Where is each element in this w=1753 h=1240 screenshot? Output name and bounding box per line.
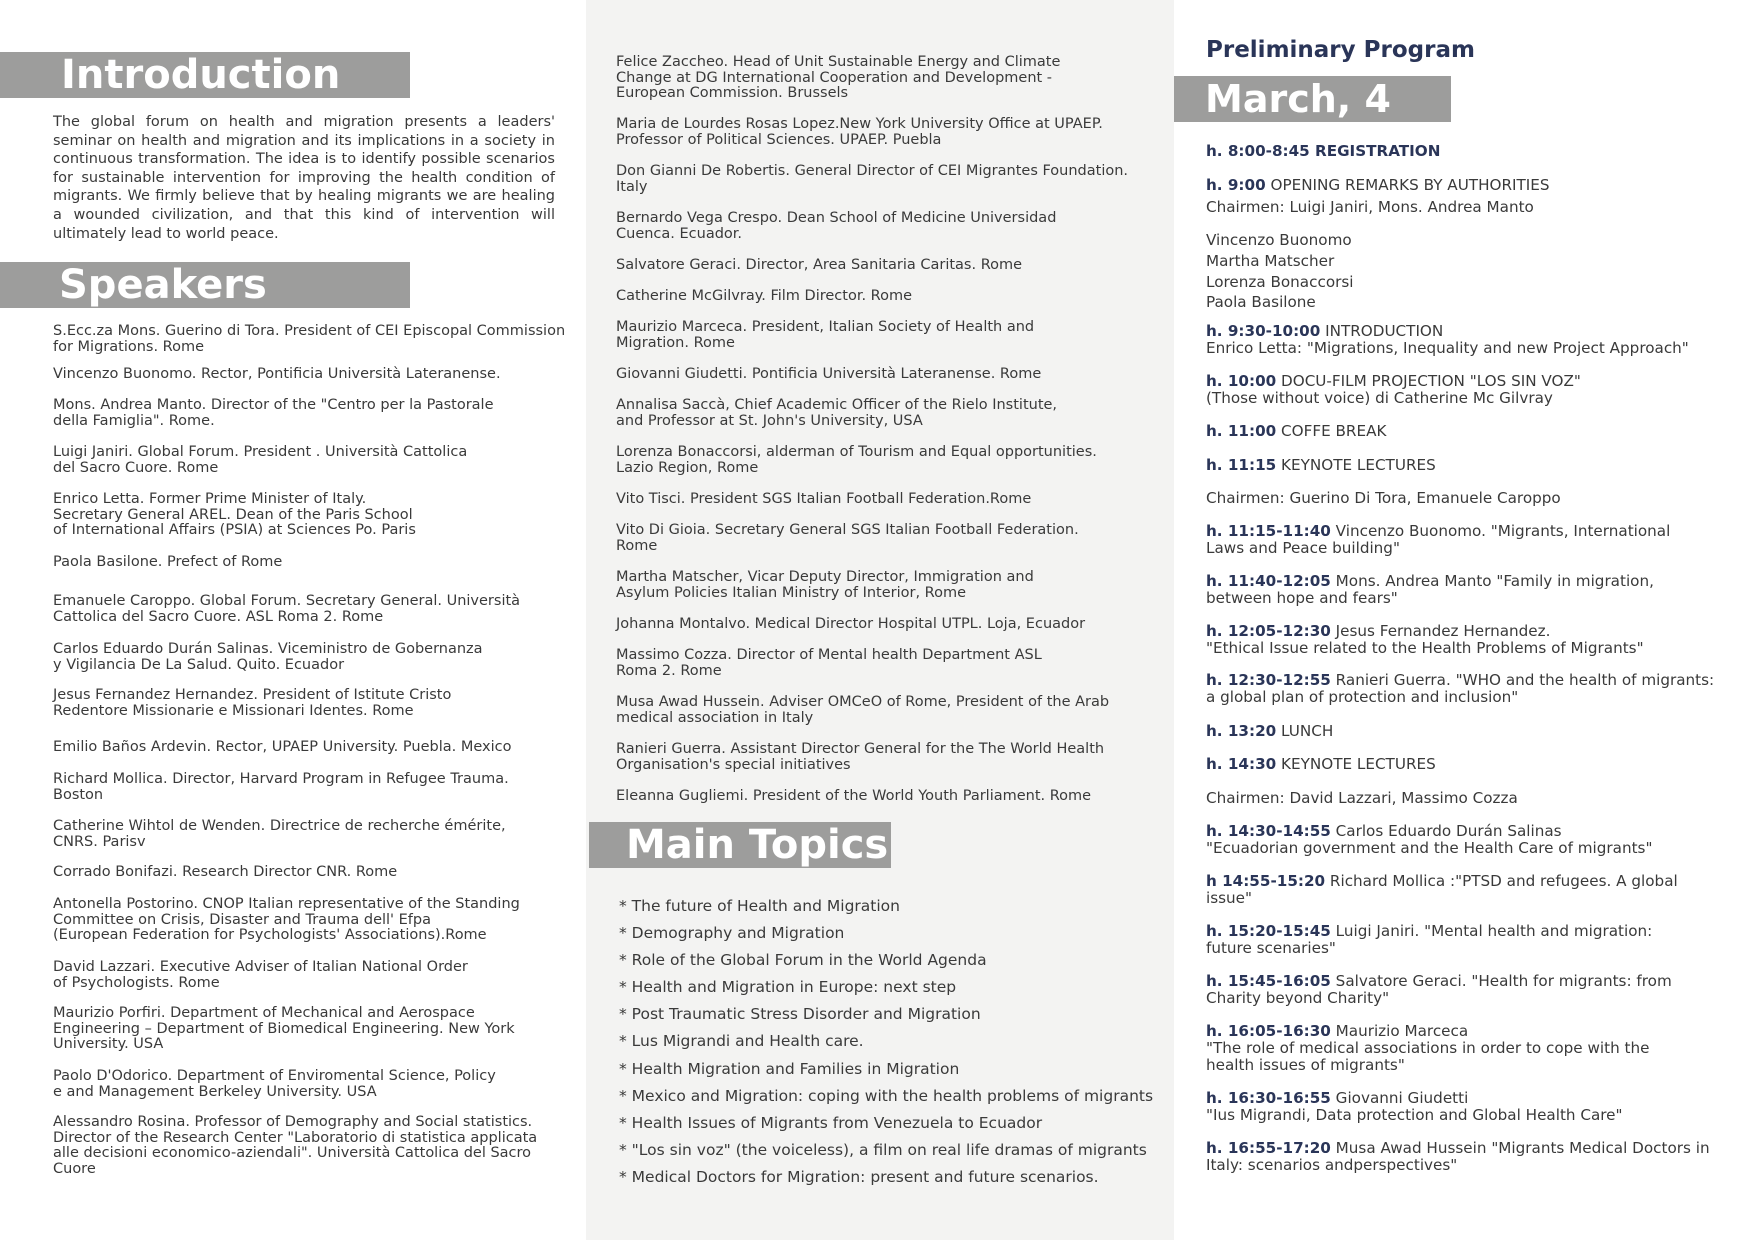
speakers-heading: Speakers: [0, 262, 410, 308]
topic-item: * Health Migration and Families in Migration: [619, 1059, 960, 1078]
program-item: [1206, 373, 1746, 407]
program-item: [1206, 573, 1746, 607]
introduction-heading: Introduction: [0, 52, 410, 98]
program-time: h. 10:00: [1206, 372, 1277, 390]
speaker-entry: Salvatore Geraci. Director, Area Sanitaria Caritas. Rome: [616, 257, 1023, 273]
program-text: KEYNOTE LECTURES: [1276, 755, 1436, 773]
program-time: h. 16:55-17:20: [1206, 1139, 1331, 1157]
program-date: March, 4: [1174, 76, 1451, 122]
program-text: KEYNOTE LECTURES: [1276, 456, 1436, 474]
program-text: Carlos Eduardo Durán Salinas "Ecuadorian government and the Health Care of migrants": [1206, 822, 1653, 858]
program-item: [1206, 143, 1746, 160]
speaker-entry: Don Gianni De Robertis. General Director of CEI Migrantes Foundation. Italy: [616, 163, 1129, 195]
program-time: h. 11:40-12:05: [1206, 572, 1331, 590]
program-time: h. 9:30-10:00: [1206, 322, 1321, 340]
program-item: [1206, 199, 1746, 216]
program-time: h. 12:30-12:55: [1206, 671, 1331, 689]
program-item: [1206, 723, 1746, 740]
speaker-entry: Maria de Lourdes Rosas Lopez.New York University Office at UPAEP. Professor of Political Sciences. UPAEP. Puebla: [616, 116, 1103, 148]
program-time: h. 16:05-16:30: [1206, 1022, 1331, 1040]
topic-item: * Medical Doctors for Migration: present and future scenarios.: [619, 1167, 1099, 1186]
speaker-entry: Emanuele Caroppo. Global Forum. Secretary General. Università Cattolica del Sacro Cuore. ASL Roma 2. Rome: [53, 593, 521, 625]
program-text: Martha Matscher: [1206, 252, 1335, 270]
speaker-entry: Musa Awad Hussein. Adviser OMCeO of Rome, President of the Arab medical association in Italy: [616, 694, 1110, 726]
speaker-entry: Paola Basilone. Prefect of Rome: [53, 554, 283, 570]
speaker-entry: Annalisa Saccà, Chief Academic Officer of the Rielo Institute, and Professor at St. John's University, USA: [616, 397, 1058, 429]
speaker-entry: Luigi Janiri. Global Forum. President . Università Cattolica del Sacro Cuore. Rome: [53, 444, 468, 476]
program-item: [1206, 823, 1746, 857]
program-item: [1206, 253, 1746, 270]
speaker-entry: Mons. Andrea Manto. Director of the "Centro per la Pastorale della Famiglia". Rome.: [53, 397, 494, 429]
program-text: Vincenzo Buonomo. "Migrants, International Laws and Peace building": [1206, 522, 1671, 558]
program-text: Ranieri Guerra. "WHO and the health of migrants: a global plan of protection and inclusion": [1206, 671, 1715, 707]
program-item: [1206, 457, 1746, 474]
topic-item: * Health and Migration in Europe: next step: [619, 978, 957, 997]
topic-item: * Health Issues of Migrants from Venezuela to Ecuador: [619, 1113, 1043, 1132]
main-topics-heading: Main Topics: [589, 822, 891, 868]
program-time: h. 15:45-16:05: [1206, 972, 1331, 990]
program-text: Jesus Fernandez Hernandez. "Ethical Issue related to the Health Problems of Migrants": [1206, 622, 1644, 658]
program-time: h. 12:05-12:30: [1206, 622, 1331, 640]
program-time: h. 11:15-11:40: [1206, 522, 1331, 540]
program-text: Maurizio Marceca "The role of medical associations in order to cope with the health issues of migrants": [1206, 1022, 1650, 1075]
speaker-entry: S.Ecc.za Mons. Guerino di Tora. President of CEI Episcopal Commission for Migrations. Rome: [53, 323, 566, 355]
program-time: h. 14:30-14:55: [1206, 822, 1331, 840]
speaker-entry: Giovanni Giudetti. Pontificia Università Lateranense. Rome: [616, 366, 1042, 382]
speaker-entry: Paolo D'Odorico. Department of Enviromental Science, Policy e and Management Berkeley University. USA: [53, 1068, 496, 1100]
program-text: LUNCH: [1276, 722, 1334, 740]
program-text: Musa Awad Hussein "Migrants Medical Doctors in Italy: scenarios andperspectives": [1206, 1139, 1710, 1175]
introduction-text: The global forum on health and migration presents a leaders' seminar on health and migration and its implications in a society in continuous transformation. The idea is to identify possible scenarios for sustainable intervention for improving the health condition of migrants. We firmly believe that by healing migrants we are healing a wounded civilization, and that this kind of intervention will ultimately lead to world peace.: [53, 114, 555, 242]
speaker-entry: Vito Tisci. President SGS Italian Football Federation.Rome: [616, 491, 1032, 507]
program-text: Chairmen: David Lazzari, Massimo Cozza: [1206, 789, 1518, 807]
speaker-entry: Ranieri Guerra. Assistant Director General for the The World Health Organisation's special initiatives: [616, 741, 1105, 773]
speaker-entry: Johanna Montalvo. Medical Director Hospital UTPL. Loja, Ecuador: [616, 616, 1086, 632]
program-item: [1206, 623, 1746, 657]
program-text: Giovanni Giudetti "Ius Migrandi, Data protection and Global Health Care": [1206, 1089, 1623, 1125]
speaker-entry: Enrico Letta. Former Prime Minister of Italy. Secretary General AREL. Dean of the Paris School of International Affairs (PSIA) at Sciences Po. Paris: [53, 491, 416, 538]
program-text: Lorenza Bonaccorsi: [1206, 273, 1354, 291]
program-time: h. 15:20-15:45: [1206, 922, 1331, 940]
program-item: [1206, 923, 1746, 957]
speaker-entry: Lorenza Bonaccorsi, alderman of Tourism and Equal opportunities. Lazio Region, Rome: [616, 444, 1097, 476]
program-text: DOCU-FILM PROJECTION "LOS SIN VOZ" (Those without voice) di Catherine Mc Gilvray: [1206, 372, 1581, 408]
speaker-entry: Martha Matscher, Vicar Deputy Director, Immigration and Asylum Policies Italian Ministry of Interior, Rome: [616, 569, 1034, 601]
program-time: h. 9:00: [1206, 176, 1266, 194]
speaker-entry: Massimo Cozza. Director of Mental health Department ASL Roma 2. Rome: [616, 647, 1042, 679]
program-text: Chairmen: Luigi Janiri, Mons. Andrea Manto: [1206, 198, 1534, 216]
program-text: Richard Mollica :"PTSD and refugees. A global issue": [1206, 872, 1678, 908]
left-column: [0, 0, 586, 1240]
speaker-entry: Vincenzo Buonomo. Rector, Pontificia Università Lateranense.: [53, 366, 501, 382]
topic-item: * Lus Migrandi and Health care.: [619, 1032, 864, 1051]
program-text: Salvatore Geraci. "Health for migrants: from Charity beyond Charity": [1206, 972, 1672, 1008]
speaker-entry: Vito Di Gioia. Secretary General SGS Italian Football Federation. Rome: [616, 522, 1079, 554]
program-text: Mons. Andrea Manto "Family in migration, between hope and fears": [1206, 572, 1654, 608]
program-time: h. 11:15: [1206, 456, 1277, 474]
program-text: COFFE BREAK: [1276, 422, 1387, 440]
speaker-entry: Jesus Fernandez Hernandez. President of Istitute Cristo Redentore Missionarie e Missionari Identes. Rome: [53, 687, 452, 719]
program-item: [1206, 873, 1746, 907]
program-time: h. 13:20: [1206, 722, 1277, 740]
topic-item: * Role of the Global Forum in the World Agenda: [619, 951, 987, 970]
program-text: OPENING REMARKS BY AUTHORITIES: [1265, 176, 1550, 194]
program-item: [1206, 1140, 1746, 1174]
speaker-entry: David Lazzari. Executive Adviser of Italian National Order of Psychologists. Rome: [53, 959, 468, 991]
program-time: h. 8:00-8:45: [1206, 142, 1310, 160]
program-time: h 14:55-15:20: [1206, 872, 1326, 890]
program-item: [1206, 490, 1746, 507]
program-item: [1206, 756, 1746, 773]
speaker-entry: Carlos Eduardo Durán Salinas. Viceministro de Gobernanza y Vigilancia De La Salud. Quito. Ecuador: [53, 641, 483, 673]
middle-column: [586, 0, 1174, 1240]
program-item: [1206, 1023, 1746, 1075]
speaker-entry: Maurizio Porfiri. Department of Mechanical and Aerospace Engineering – Department of Biomedical Engineering. New York University. USA: [53, 1005, 515, 1052]
program-item: [1206, 523, 1746, 557]
topic-item: * Demography and Migration: [619, 924, 845, 943]
topic-item: * Mexico and Migration: coping with the health problems of migrants: [619, 1086, 1154, 1105]
program-text: Paola Basilone: [1206, 293, 1316, 311]
program-item: [1206, 790, 1746, 807]
speaker-entry: Alessandro Rosina. Professor of Demography and Social statistics. Director of the Research Center "Laboratorio di statistica applicata alle decisioni economico-aziendali". Università Cattolica del Sacro Cuore: [53, 1114, 538, 1177]
topic-item: * Post Traumatic Stress Disorder and Migration: [619, 1005, 981, 1024]
program-time: h. 16:30-16:55: [1206, 1089, 1331, 1107]
speaker-entry: Catherine Wihtol de Wenden. Directrice de recherche émérite, CNRS. Parisv: [53, 818, 506, 850]
program-text: Luigi Janiri. "Mental health and migration: future scenaries": [1206, 922, 1653, 958]
main-topics-list: [619, 893, 1153, 1191]
program-item: [1206, 323, 1746, 357]
right-column: [1174, 0, 1753, 1240]
program-item: [1206, 672, 1746, 706]
program-item: [1206, 232, 1746, 249]
program-text: REGISTRATION: [1309, 142, 1441, 160]
program-time: h. 11:00: [1206, 422, 1277, 440]
program-item: [1206, 294, 1746, 311]
speaker-entry: Bernardo Vega Crespo. Dean School of Medicine Universidad Cuenca. Ecuador.: [616, 210, 1057, 242]
program-item: [1206, 177, 1746, 194]
speaker-entry: Richard Mollica. Director, Harvard Program in Refugee Trauma. Boston: [53, 771, 509, 803]
program-item: [1206, 274, 1746, 291]
program-item: [1206, 973, 1746, 1007]
program-item: [1206, 423, 1746, 440]
topic-item: * "Los sin voz" (the voiceless), a film on real life dramas of migrants: [619, 1140, 1147, 1159]
program-time: h. 14:30: [1206, 755, 1277, 773]
program-item: [1206, 1090, 1746, 1124]
speaker-entry: Emilio Baños Ardevin. Rector, UPAEP University. Puebla. Mexico: [53, 739, 512, 755]
speaker-entry: Antonella Postorino. CNOP Italian representative of the Standing Committee on Crisis, Disaster and Trauma dell' Efpa (European Federation for Psychologists' Associations).Rome: [53, 896, 520, 943]
program-title: Preliminary Program: [1206, 37, 1475, 63]
topic-item: * The future of Health and Migration: [619, 897, 900, 915]
speaker-entry: Maurizio Marceca. President, Italian Society of Health and Migration. Rome: [616, 319, 1035, 351]
speaker-entry: Felice Zaccheo. Head of Unit Sustainable Energy and Climate Change at DG International Cooperation and Development - European Commission. Brussels: [616, 54, 1061, 101]
program-text: Vincenzo Buonomo: [1206, 231, 1352, 249]
program-text: Chairmen: Guerino Di Tora, Emanuele Caroppo: [1206, 489, 1561, 507]
speaker-entry: Catherine McGilvray. Film Director. Rome: [616, 288, 913, 304]
speaker-entry: Eleanna Gugliemi. President of the World Youth Parliament. Rome: [616, 788, 1092, 804]
program-text: INTRODUCTION Enrico Letta: "Migrations, Inequality and new Project Approach": [1206, 322, 1689, 358]
speaker-entry: Corrado Bonifazi. Research Director CNR. Rome: [53, 864, 398, 880]
